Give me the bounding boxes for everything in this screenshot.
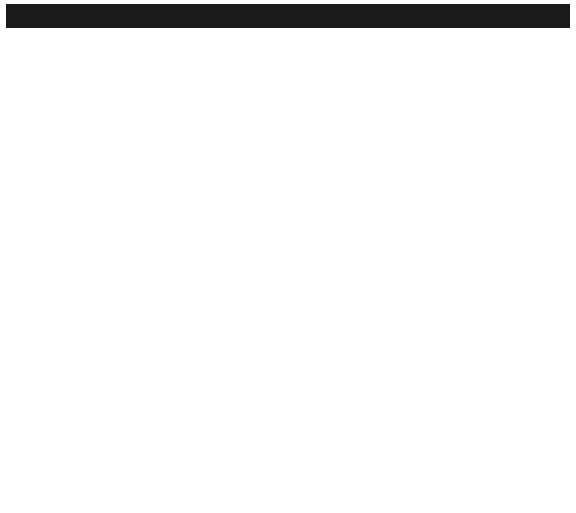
notice-column-left [6, 32, 283, 494]
left-column-paragraph [6, 32, 283, 490]
notice-body [6, 32, 570, 494]
notice-column-right [293, 32, 570, 494]
notice-title [6, 4, 570, 28]
